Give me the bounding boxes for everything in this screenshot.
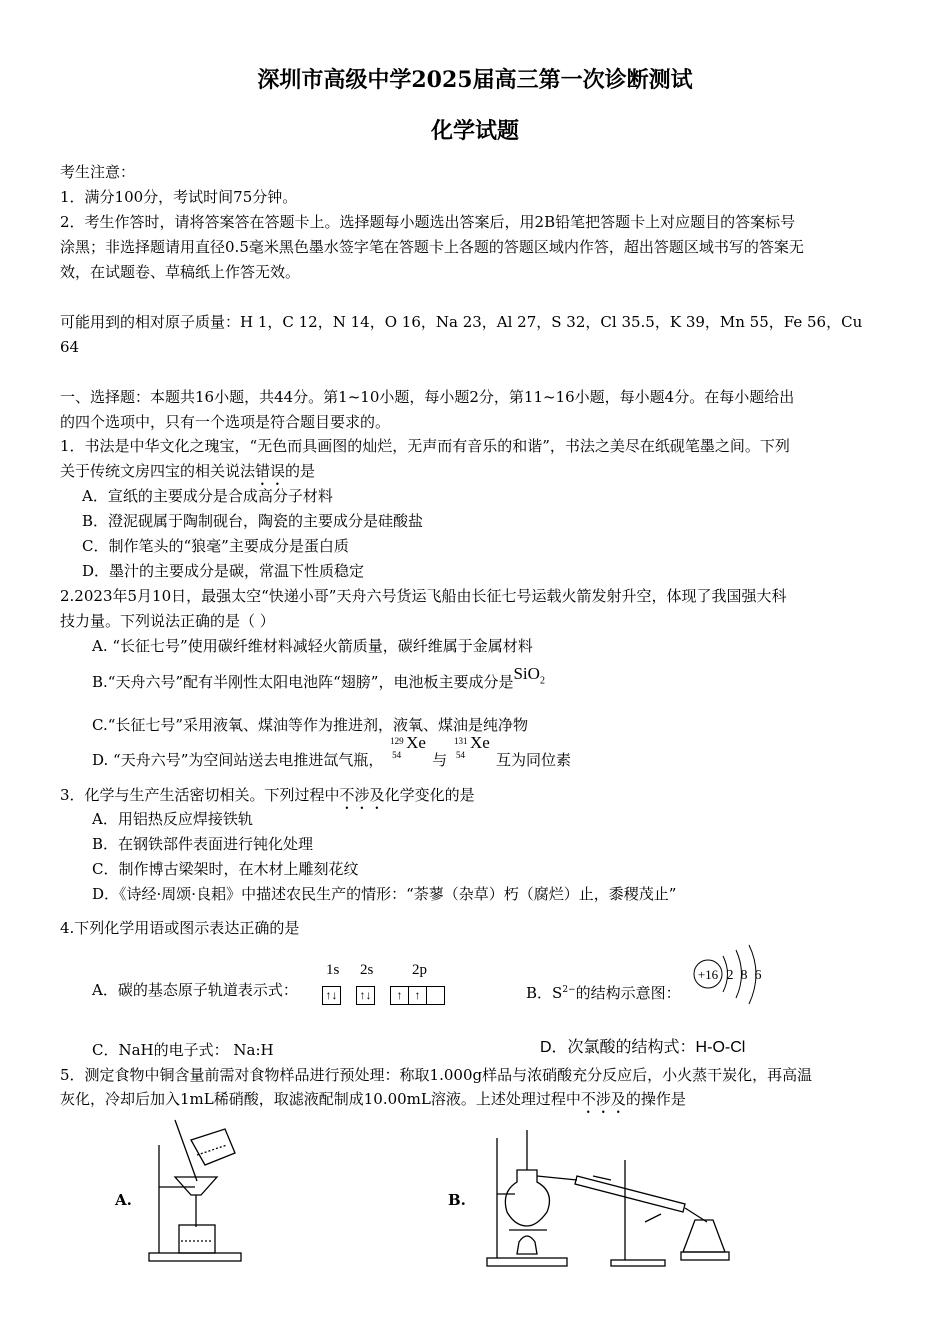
q3-option-d: D．《诗经·周颂·良耜》中描述农民生产的情形：“荼蓼（杂草）朽（腐烂）止，黍稷茂止” [92, 885, 677, 903]
q1-option-a: A．宣纸的主要成分是合成高分子材料 [82, 487, 333, 505]
notice-item-2-line2: 涂黑；非选择题请用直径0.5毫米黑色墨水签字笔在答题卡上各题的答题区域内作答，超出答题区域书写的答案无 [60, 238, 804, 256]
burner-flame [517, 1236, 537, 1254]
q1-stem-text: 关于传统文房四宝的相关说法 [60, 462, 256, 480]
shell-electrons-2: 8 [740, 968, 748, 983]
isotope-xe-131 [452, 733, 496, 769]
shell-electrons-3: 6 [754, 968, 762, 983]
distillation-apparatus-illustration [485, 1130, 785, 1270]
orbital-2p-up-2: ↑ [409, 986, 427, 1005]
isotope-number: 54 [392, 750, 402, 760]
page-subtitle: 化学试题 [430, 118, 519, 144]
section-header-line1: 一、选择题：本题共16小题，共44分。第1~10小题，每小题2分，第11~16小题，每小题4分。在每小题给出 [60, 388, 795, 406]
nucleus-charge: +16 [697, 967, 719, 982]
q5-stem-end: 的操作是 [625, 1090, 686, 1108]
receiving-flask [683, 1220, 725, 1252]
orbital-2p-up-1: ↑ [390, 986, 409, 1005]
water-out-arrow [593, 1176, 611, 1180]
q1-option-d: D．墨汁的主要成分是碳，常温下性质稳定 [82, 562, 365, 580]
isotope-xe-129 [388, 733, 432, 769]
stand-base-left [487, 1258, 567, 1266]
q2-sio2-formula [513, 664, 545, 687]
poured-liquid [197, 1145, 227, 1155]
q4-option-b [526, 980, 681, 1003]
q3-option-b: B．在钢铁部件表面进行钝化处理 [92, 835, 314, 853]
q1-emphasis: 错误 [255, 462, 286, 480]
tilted-beaker [191, 1129, 235, 1165]
q2-option-b-text: B.“天舟六号”配有半刚性太阳电池阵“翅膀”，电池板主要成分是 [92, 673, 514, 691]
q2-formula-main: SiO [513, 664, 540, 683]
distillation-flask [505, 1170, 549, 1226]
q1-stem-end: 的是 [285, 462, 316, 480]
q4-option-a: A．碳的基态原子轨道表示式： [92, 981, 298, 999]
isotope-symbol: Xe [406, 733, 426, 752]
q2-option-a: A. “长征七号”使用碳纤维材料减轻火箭质量，碳纤维属于金属材料 [92, 637, 533, 655]
q5-option-b-label: B. [448, 1191, 466, 1209]
q4-b-charge: 2− [562, 985, 576, 995]
q2-stem-line2: 技力量。下列说法正确的是（ ） [60, 612, 275, 630]
stand-base-right [611, 1260, 665, 1266]
orbital-box-1s [322, 986, 341, 1005]
orbital-label-2p: 2p [412, 962, 427, 978]
q2-option-c: C.“长征七号”采用液氧、煤油等作为推进剂，液氧、煤油是纯净物 [92, 716, 529, 734]
q3-stem-text: 3．化学与生产生活密切相关。下列过程中 [60, 786, 340, 804]
shell-electrons-1: 2 [726, 968, 734, 983]
q4-stem: 4.下列化学用语或图示表达正确的是 [60, 919, 300, 937]
isotope-mass: 129 [390, 736, 404, 746]
notice-item-2-line1: 2．考生作答时，请将答案答在答题卡上。选择题每小题选出答案后，用2B铅笔把答题卡上对应题目的答案标号 [60, 213, 796, 231]
orbital-pair: ↑↓ [322, 986, 341, 1005]
q4-option-c: C．NaH的电子式： Na:H [92, 1041, 274, 1059]
q5-stem-line2 [60, 1089, 686, 1117]
q5-stem-text: 灰化，冷却后加入1mL稀硝酸，取滤液配制成10.00mL溶液。上述处理过程中 [60, 1090, 581, 1108]
q3-option-a: A．用铝热反应焊接铁轨 [92, 810, 253, 828]
q4-b-text: 的结构示意图： [575, 984, 681, 1002]
q1-stem-line1: 1．书法是中华文化之瑰宝，“无色而具画图的灿烂，无声而有音乐的和谐”，书法之美尽在纸砚笔墨之间。下列 [60, 437, 790, 455]
q3-emphasis: 不涉及 [339, 786, 385, 804]
atomic-mass-line2: 64 [60, 338, 80, 356]
notice-item-1: 1．满分100分，考试时间75分钟。 [60, 188, 298, 206]
q2-option-b [92, 664, 545, 699]
orbital-2p-empty [427, 986, 445, 1005]
q5-stem-line1: 5．测定食物中铜含量前需对食物样品进行预处理：称取1.000g样品与浓硝酸充分反应后，小火蒸干炭化，再高温 [60, 1066, 813, 1084]
q4-b-prefix: B．S [526, 984, 563, 1002]
q1-option-b: B．澄泥砚属于陶制砚台，陶瓷的主要成分是硅酸盐 [82, 512, 424, 530]
condenser [575, 1176, 685, 1212]
q4-option-d: D．次氯酸的结构式：H-O-Cl [540, 1039, 746, 1056]
q5-emphasis: 不涉及 [580, 1090, 626, 1108]
q3-stem-end: 化学变化的是 [384, 786, 475, 804]
isotope-mass: 131 [453, 736, 468, 746]
q5-option-a-label: A. [115, 1191, 132, 1209]
isotope-number: 54 [455, 750, 465, 760]
sulfide-ion-structure-diagram [688, 944, 778, 1010]
beaker [179, 1225, 215, 1253]
q3-option-c: C．制作博古梁架时，在木材上雕刻花纹 [92, 860, 359, 878]
section-header-line2: 的四个选项中，只有一个选项是符合题目要求的。 [60, 413, 391, 431]
notice-item-2-line3: 效，在试题卷、草稿纸上作答无效。 [60, 263, 301, 281]
water-in-arrow [645, 1214, 661, 1222]
glass-rod [175, 1120, 197, 1181]
q2-option-d-text: D. “天舟六号”为空间站送去电推进氙气瓶， [92, 751, 384, 769]
atomic-mass-line1: 可能用到的相对原子质量：H 1，C 12，N 14，O 16，Na 23，Al 27，S 32，Cl 35.5，K 39，Mn 55，Fe 56，Cu [60, 313, 863, 331]
q1-option-c: C．制作笔头的“狼毫”主要成分是蛋白质 [82, 537, 349, 555]
filtration-apparatus-illustration [145, 1115, 255, 1265]
orbital-pair: ↑↓ [356, 986, 375, 1005]
receiver-stand [681, 1252, 729, 1260]
q2-option-d [92, 733, 571, 769]
q2-stem-line1: 2.2023年5月10日，最强太空“快递小哥”天舟六号货运飞船由长征七号运载火箭发射升空，体现了我国强大科 [60, 587, 787, 605]
q2-formula-sub: 2 [539, 675, 545, 687]
orbital-box-2s [356, 986, 375, 1005]
orbital-diagram [320, 962, 470, 1010]
q2-and: 与 [432, 751, 448, 769]
side-arm [537, 1176, 577, 1180]
q2-option-d-end: 互为同位素 [495, 751, 571, 769]
orbital-label-2s: 2s [360, 962, 374, 978]
orbital-label-1s: 1s [326, 962, 340, 978]
orbital-box-2p [390, 986, 445, 1005]
page-title: 深圳市高级中学2025届高三第一次诊断测试 [257, 67, 693, 93]
stand-base [149, 1253, 241, 1261]
q1-stem-line2 [60, 461, 315, 489]
isotope-symbol: Xe [469, 733, 490, 752]
notice-heading: 考生注意： [60, 163, 136, 181]
